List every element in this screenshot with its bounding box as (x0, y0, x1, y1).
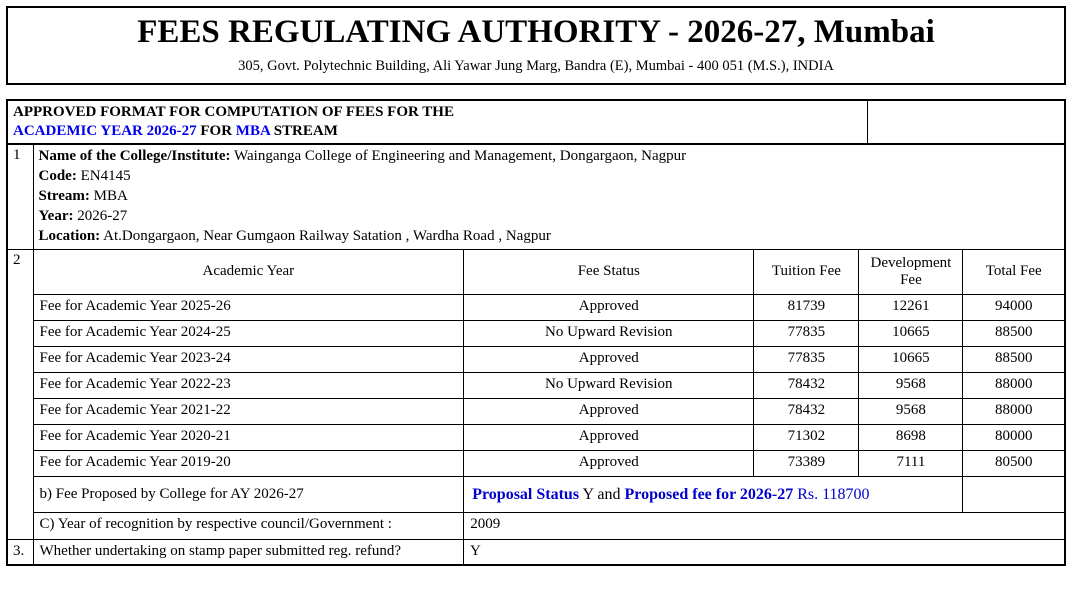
approved-title-for: FOR (200, 123, 233, 140)
approved-format-title-row (7, 100, 1065, 145)
institute-location-value: At.Dongargaon, Near Gumgaon Railway Satation , Wardha Road , Nagpur (103, 228, 551, 245)
table-row (34, 347, 1065, 373)
approved-format-title (8, 101, 868, 144)
cell-academic-year: Fee for Academic Year 2025-26 (34, 295, 464, 321)
cell-tuition-fee: 73389 (754, 451, 859, 477)
institute-stream-line (39, 187, 1060, 207)
cell-development-fee: 8698 (859, 425, 963, 451)
cell-development-fee: 10665 (859, 347, 963, 373)
approved-title-stream-word: STREAM (273, 123, 338, 140)
institute-year-label: Year: (38, 208, 74, 225)
cell-fee-status: Approved (464, 347, 754, 373)
cell-academic-year: Fee for Academic Year 2021-22 (34, 399, 464, 425)
col-development-fee: Development Fee (859, 250, 963, 295)
institute-code-line (39, 167, 1060, 187)
institute-code-label: Code: (38, 168, 77, 185)
table-row (34, 399, 1065, 425)
table-row (34, 373, 1065, 399)
proposal-status-value: Y (582, 485, 594, 503)
institute-stream-value: MBA (93, 188, 128, 205)
institute-location-label: Location: (38, 228, 101, 245)
col-fee-status: Fee Status (464, 250, 754, 295)
cell-total-fee: 88000 (963, 399, 1064, 425)
proposal-label: b) Fee Proposed by College for AY 2026-27 (34, 477, 464, 513)
institute-info (33, 145, 1065, 250)
cell-fee-status: Approved (464, 451, 754, 477)
cell-academic-year: Fee for Academic Year 2023-24 (34, 347, 464, 373)
fees-format-table (6, 99, 1066, 566)
proposal-status-label: Proposal Status (472, 485, 580, 503)
cell-total-fee: 88500 (963, 321, 1064, 347)
row-number-3: 3. (7, 539, 33, 565)
fee-history-cell (33, 250, 1065, 540)
cell-total-fee: 88000 (963, 373, 1064, 399)
cell-tuition-fee: 78432 (754, 373, 859, 399)
cell-development-fee: 12261 (859, 295, 963, 321)
cell-academic-year: Fee for Academic Year 2019-20 (34, 451, 464, 477)
cell-tuition-fee: 77835 (754, 321, 859, 347)
cell-academic-year: Fee for Academic Year 2020-21 (34, 425, 464, 451)
cell-development-fee: 10665 (859, 321, 963, 347)
cell-academic-year: Fee for Academic Year 2024-25 (34, 321, 464, 347)
approved-title-stream: MBA (235, 123, 270, 140)
cell-tuition-fee: 77835 (754, 347, 859, 373)
table-row (34, 321, 1065, 347)
cell-development-fee: 9568 (859, 373, 963, 399)
cell-tuition-fee: 71302 (754, 425, 859, 451)
row-number-2: 2 (7, 250, 33, 540)
institute-info-row (7, 145, 1065, 250)
undertaking-row (7, 539, 1065, 565)
fee-table-header-row (34, 250, 1065, 295)
approved-title-line1: APPROVED FORMAT FOR COMPUTATION OF FEES FOR THE (13, 103, 454, 120)
institute-year-value: 2026-27 (77, 208, 128, 225)
recognition-row (34, 513, 1065, 539)
proposal-row (34, 477, 1065, 513)
proposal-details (464, 477, 963, 513)
cell-fee-status: Approved (464, 425, 754, 451)
institute-stream-label: Stream: (38, 188, 90, 205)
institute-name-value: Wainganga College of Engineering and Management, Dongargaon, Nagpur (234, 148, 687, 165)
recognition-value: 2009 (464, 513, 1064, 539)
approved-title-blank-cell (868, 101, 1064, 144)
cell-tuition-fee: 78432 (754, 399, 859, 425)
cell-development-fee: 9568 (859, 399, 963, 425)
cell-development-fee: 7111 (859, 451, 963, 477)
institute-location-line (39, 227, 1060, 247)
cell-total-fee: 80500 (963, 451, 1064, 477)
institute-code-value: EN4145 (80, 168, 131, 185)
authority-title: FEES REGULATING AUTHORITY - 2026-27, Mumbai (137, 14, 935, 50)
col-total-fee: Total Fee (963, 250, 1064, 295)
undertaking-label: Whether undertaking on stamp paper submitted reg. refund? (34, 540, 464, 564)
table-row (34, 451, 1065, 477)
approved-title-academic-year: ACADEMIC YEAR 2026-27 (13, 123, 197, 140)
cell-fee-status: No Upward Revision (464, 373, 754, 399)
cell-total-fee: 94000 (963, 295, 1064, 321)
fee-history-table (34, 250, 1065, 539)
document-page (0, 6, 1072, 602)
institute-year-line (39, 207, 1060, 227)
institute-name-label: Name of the College/Institute: (38, 148, 231, 165)
recognition-label: C) Year of recognition by respective council/Government : (34, 513, 464, 539)
undertaking-value: Y (470, 543, 481, 559)
cell-fee-status: No Upward Revision (464, 321, 754, 347)
fee-history-row (7, 250, 1065, 540)
cell-fee-status: Approved (464, 295, 754, 321)
institute-name-line (39, 147, 1060, 167)
proposal-blank-cell (963, 477, 1064, 513)
proposed-fee-value: Rs. 118700 (797, 485, 870, 503)
col-tuition-fee: Tuition Fee (754, 250, 859, 295)
table-row (34, 295, 1065, 321)
cell-tuition-fee: 81739 (754, 295, 859, 321)
table-row (34, 425, 1065, 451)
cell-total-fee: 88500 (963, 347, 1064, 373)
document-header (6, 6, 1066, 85)
authority-address: 305, Govt. Polytechnic Building, Ali Yawar Jung Marg, Bandra (E), Mumbai - 400 051 (M.S.), INDIA (238, 57, 834, 74)
cell-total-fee: 80000 (963, 425, 1064, 451)
col-academic-year: Academic Year (34, 250, 464, 295)
cell-academic-year: Fee for Academic Year 2022-23 (34, 373, 464, 399)
proposal-and-text: and (597, 485, 621, 503)
cell-fee-status: Approved (464, 399, 754, 425)
row-number-1: 1 (7, 145, 33, 250)
undertaking-cell (33, 539, 1065, 565)
proposed-fee-label: Proposed fee for 2026-27 (624, 485, 794, 503)
